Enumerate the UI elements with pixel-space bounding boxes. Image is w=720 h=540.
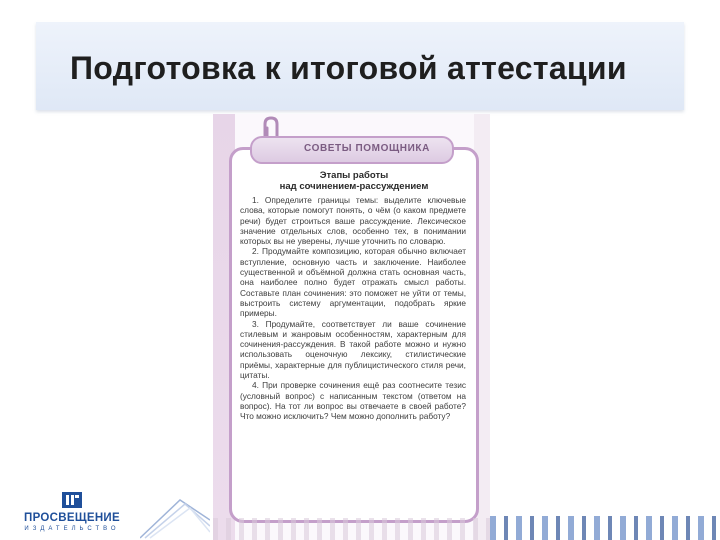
card-title-line-2: над сочинением-рассуждением: [279, 181, 429, 192]
title-banner: [36, 22, 684, 110]
page-bottom-stripes: [213, 518, 490, 540]
step-paragraph-4: 4. При проверке сочинения ещё раз соотнесите тезис (условный вопрос) с написанным текстом (ответом на вопрос). На тот ли вопрос вы отвечаете в своей работе? Что можно исключить? Чем можно дополнить работу?: [240, 380, 466, 422]
slide-title: Подготовка к итоговой аттестации: [70, 50, 627, 86]
card-body: [240, 195, 466, 422]
publisher-subtitle: ИЗДАТЕЛЬСТВО: [24, 526, 120, 532]
step-paragraph-1: 1. Определите границы темы: выделите ключевые слова, которые помогут понять, о чём (о каком предмете речи) будет строиться ваше рассуждение. Лексическое значение отдельных слов, особенно тех, в понимании которых вы не уверены, лучше уточнить по словарю.: [240, 195, 466, 247]
card-title: [232, 170, 476, 192]
step-paragraph-2: 2. Продумайте композицию, которая обычно включает вступление, основную часть и заключение. Наиболее существенной и объёмной должна стать основная часть, она наиболее полно будет отражать смысл работы. Составьте план сочинения: это поможет не уйти от темы, выстроить систему аргументации, подобрать яркие примеры.: [240, 246, 466, 319]
publisher-name: ПРОСВЕЩЕНИЕ: [24, 512, 120, 524]
publisher-emblem-icon: [60, 490, 84, 510]
step-paragraph-3: 3. Продумайте, соответствует ли ваше сочинение стилевым и жанровым особенностям, характерным для сочинения-рассуждения. В такой работе можно и нужно использовать оценочную лексику, стилистические приёмы, характерные для публицистического стиля речи, цитаты.: [240, 318, 466, 381]
card-header: [250, 136, 454, 164]
card-header-label: СОВЕТЫ ПОМОЩНИКА: [304, 143, 430, 154]
textbook-page-image: [213, 114, 490, 540]
decorative-stripe-bar: [490, 516, 720, 540]
publisher-logo: [12, 490, 132, 536]
card-title-line-1: Этапы работы: [319, 170, 389, 181]
helper-tips-card: [229, 143, 479, 523]
decorative-swoosh: [140, 490, 210, 540]
